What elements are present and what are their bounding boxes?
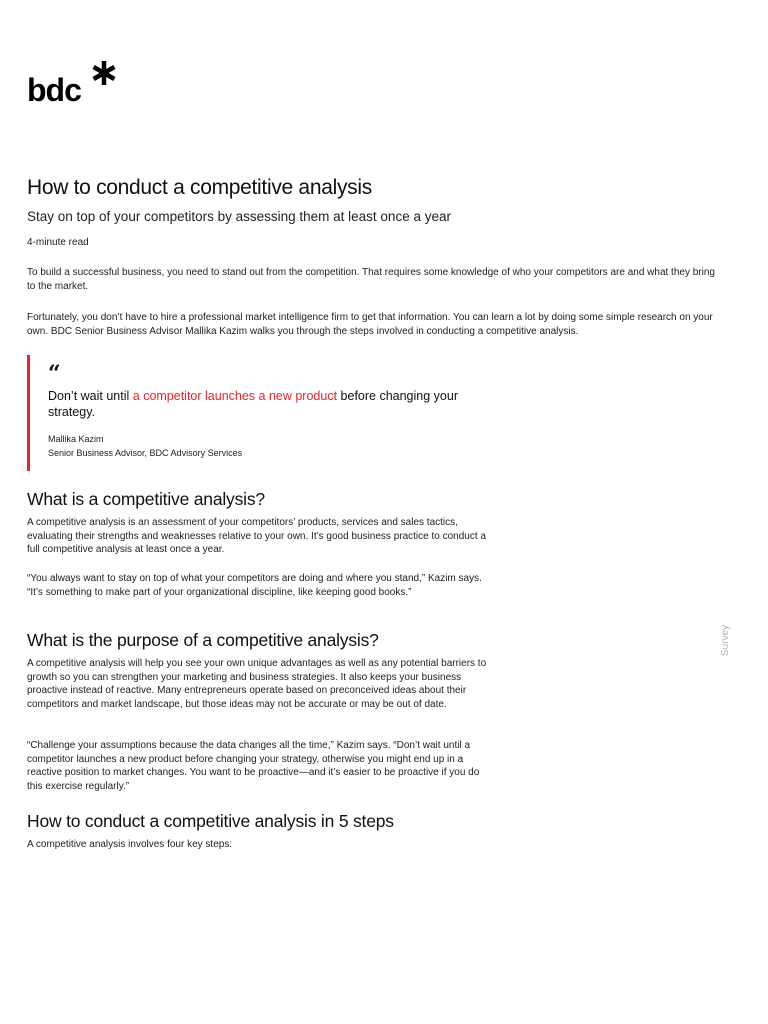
quote-author-role: Senior Business Advisor, BDC Advisory Services bbox=[48, 448, 243, 458]
bdc-logo[interactable] bbox=[27, 60, 117, 110]
asterisk-icon bbox=[91, 60, 117, 86]
section-heading: What is a competitive analysis? bbox=[27, 489, 265, 509]
quote-text bbox=[48, 388, 458, 420]
section-paragraph: A competitive analysis is an assessment of your competitors’ products, services and sales tactics, evaluating their strengths and weaknesses relative to your own. It’s good business practice to conduct a full competitive analysis at least once a year. bbox=[27, 517, 486, 555]
intro-paragraph: To build a successful business, you need to stand out from the competition. That requires some knowledge of who your competitors are and what they bring to the market. bbox=[27, 267, 715, 292]
quote-mark-icon: “ bbox=[48, 361, 61, 387]
section-paragraph: “You always want to stay on top of what your competitors are doing and where you stand,” Kazim says. “It’s something to make part of your organizational discipline, like keeping good books.” bbox=[27, 573, 482, 598]
intro-paragraph: Fortunately, you don’t have to hire a professional market intelligence firm to get that information. You can learn a lot by doing some simple research on your own. BDC Senior Business Advisor Mallika Kazim walks you through the steps involved in conducting a competitive analysis. bbox=[27, 312, 713, 337]
survey-tab-button[interactable] bbox=[722, 622, 736, 662]
quote-text-before: Don’t wait until bbox=[48, 389, 133, 403]
survey-tab-label: Survey bbox=[720, 624, 732, 657]
logo-text: bdc bbox=[27, 72, 81, 108]
quote-author: Mallika Kazim bbox=[48, 434, 104, 444]
read-time: 4-minute read bbox=[27, 237, 89, 248]
quote-text-after: before changing your strategy. bbox=[48, 389, 458, 419]
page-title: How to conduct a competitive analysis bbox=[27, 176, 372, 199]
section-heading: How to conduct a competitive analysis in 5 steps bbox=[27, 811, 394, 831]
section-heading: What is the purpose of a competitive analysis? bbox=[27, 630, 379, 650]
section-paragraph: A competitive analysis involves four key steps: bbox=[27, 839, 233, 850]
page-subtitle: Stay on top of your competitors by assessing them at least once a year bbox=[27, 209, 451, 224]
quote-highlight: a competitor launches a new product bbox=[132, 389, 338, 403]
section-paragraph: “Challenge your assumptions because the data changes all the time,” Kazim says. “Don’t wait until a competitor launches a new product before changing your strategy, otherwise you might end up in a reactive position to market changes. You want to be proactive—and it’s easier to be proactive if you do this exercise regularly.” bbox=[27, 740, 480, 792]
section-paragraph: A competitive analysis will help you see your own unique advantages as well as any potential barriers to growth so you can strengthen your marketing and business strategies. It also keeps your business proactive instead of reactive. Many entrepreneurs operate based on preconceived ideas about their competitors and market landscape, but those ideas may not be accurate or may be out of date. bbox=[27, 658, 487, 710]
pull-quote bbox=[27, 355, 470, 471]
